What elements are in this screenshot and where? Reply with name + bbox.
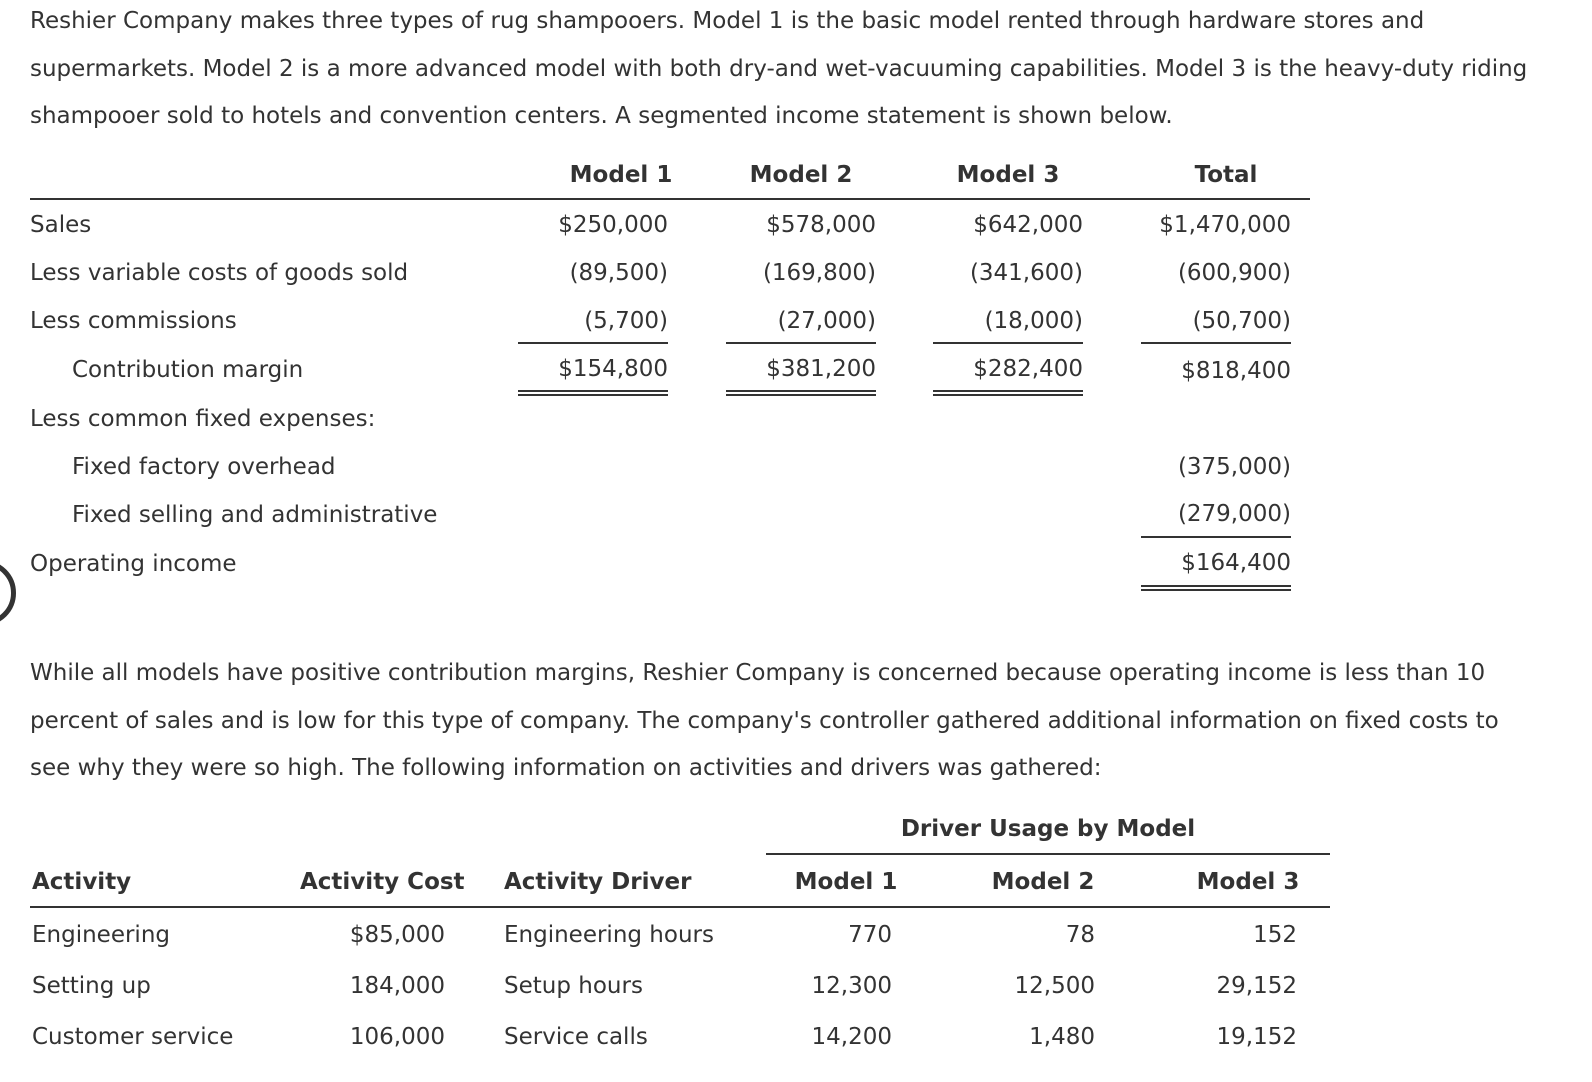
- model-3-usage: 29,152: [1216, 973, 1297, 999]
- row-label-common-fixed: Less common fixed expenses:: [30, 406, 376, 432]
- activity-name: Setting up: [32, 973, 151, 999]
- activity-cost: 184,000: [349, 973, 445, 999]
- subtotal-rule: [1141, 536, 1291, 538]
- row-label-variable-costs: Less variable costs of goods sold: [30, 260, 409, 286]
- header-total: Total: [1194, 162, 1258, 188]
- contribution-model-2: $381,200: [766, 356, 876, 382]
- row-label-sales: Sales: [30, 212, 92, 238]
- group-header-rule: [766, 853, 1330, 855]
- driver-usage-group-header: Driver Usage by Model: [900, 816, 1196, 842]
- header-rule: [30, 198, 1310, 200]
- double-underline: [726, 390, 876, 396]
- subtotal-rule: [933, 342, 1083, 344]
- middle-line-1: While all models have positive contribution margins, Reshier Company is concerned because operating income is less than 10: [30, 660, 1486, 686]
- fixed-sga-total: (279,000): [1177, 501, 1291, 527]
- edge-circle-marker: [0, 560, 16, 626]
- subtotal-rule: [518, 342, 668, 344]
- double-underline: [933, 390, 1083, 396]
- double-underline: [518, 390, 668, 396]
- model-2-usage: 12,500: [1014, 973, 1095, 999]
- middle-paragraph: [30, 650, 1499, 793]
- row-label-contribution-margin: Contribution margin: [72, 357, 304, 383]
- var-costs-total: (600,900): [1177, 260, 1291, 286]
- col-header-model-1: Model 1: [794, 869, 898, 895]
- sales-total: $1,470,000: [1159, 212, 1291, 238]
- contribution-model-3: $282,400: [973, 356, 1083, 382]
- activity-driver: Engineering hours: [504, 922, 714, 948]
- activity-cost: 106,000: [349, 1024, 445, 1050]
- header-model-1: Model 1: [569, 162, 673, 188]
- intro-line-3: shampooer sold to hotels and convention centers. A segmented income statement is shown below.: [30, 103, 1173, 129]
- model-2-usage: 1,480: [1029, 1024, 1095, 1050]
- col-header-model-3: Model 3: [1196, 869, 1300, 895]
- activity-cost: $85,000: [349, 922, 445, 948]
- middle-line-2: percent of sales and is low for this type of company. The company's controller gathered additional information on fixed costs to: [30, 707, 1499, 734]
- model-3-usage: 152: [1253, 922, 1297, 948]
- var-costs-model-1: (89,500): [569, 260, 668, 286]
- row-label-operating-income: Operating income: [30, 551, 237, 577]
- model-1-usage: 12,300: [811, 973, 892, 999]
- col-header-activity-driver: Activity Driver: [504, 869, 692, 895]
- subtotal-rule: [1141, 342, 1291, 344]
- col-header-activity: Activity: [32, 869, 132, 895]
- intro-paragraph: [30, 0, 1527, 141]
- col-header-activity-cost: Activity Cost: [300, 869, 465, 895]
- intro-line-2: supermarkets. Model 2 is a more advanced model with both dry-and wet-vacuuming capabilities. Model 3 is the heavy-duty riding: [30, 55, 1528, 82]
- table-header-rule: [30, 906, 1330, 908]
- commissions-model-3: (18,000): [984, 308, 1083, 334]
- model-2-usage: 78: [1065, 922, 1095, 948]
- fixed-overhead-total: (375,000): [1177, 454, 1291, 480]
- intro-line-1: Reshier Company makes three types of rug shampooers. Model 1 is the basic model rented through hardware stores and: [30, 8, 1425, 34]
- contribution-total: $818,400: [1181, 358, 1291, 384]
- sales-model-3: $642,000: [973, 212, 1083, 238]
- commissions-model-1: (5,700): [584, 308, 668, 334]
- commissions-total: (50,700): [1192, 308, 1291, 334]
- model-3-usage: 19,152: [1216, 1024, 1297, 1050]
- activity-name: Engineering: [32, 922, 170, 948]
- activity-name: Customer service: [32, 1024, 234, 1050]
- double-underline: [1141, 585, 1291, 591]
- contribution-model-1: $154,800: [558, 356, 668, 382]
- var-costs-model-2: (169,800): [762, 260, 876, 286]
- var-costs-model-3: (341,600): [969, 260, 1083, 286]
- operating-income-total: $164,400: [1181, 550, 1291, 576]
- sales-model-1: $250,000: [558, 212, 668, 238]
- header-model-2: Model 2: [749, 162, 853, 188]
- subtotal-rule: [726, 342, 876, 344]
- commissions-model-2: (27,000): [777, 308, 876, 334]
- col-header-model-2: Model 2: [991, 869, 1095, 895]
- model-1-usage: 14,200: [811, 1024, 892, 1050]
- header-model-3: Model 3: [956, 162, 1060, 188]
- activity-driver: Service calls: [504, 1024, 648, 1050]
- row-label-commissions: Less commissions: [30, 308, 237, 334]
- model-1-usage: 770: [848, 922, 892, 948]
- row-label-fixed-sga: Fixed selling and administrative: [72, 502, 438, 528]
- activity-driver: Setup hours: [504, 973, 643, 999]
- middle-line-3: see why they were so high. The following information on activities and drivers was gathered:: [30, 755, 1102, 781]
- sales-model-2: $578,000: [766, 212, 876, 238]
- row-label-fixed-overhead: Fixed factory overhead: [72, 454, 336, 480]
